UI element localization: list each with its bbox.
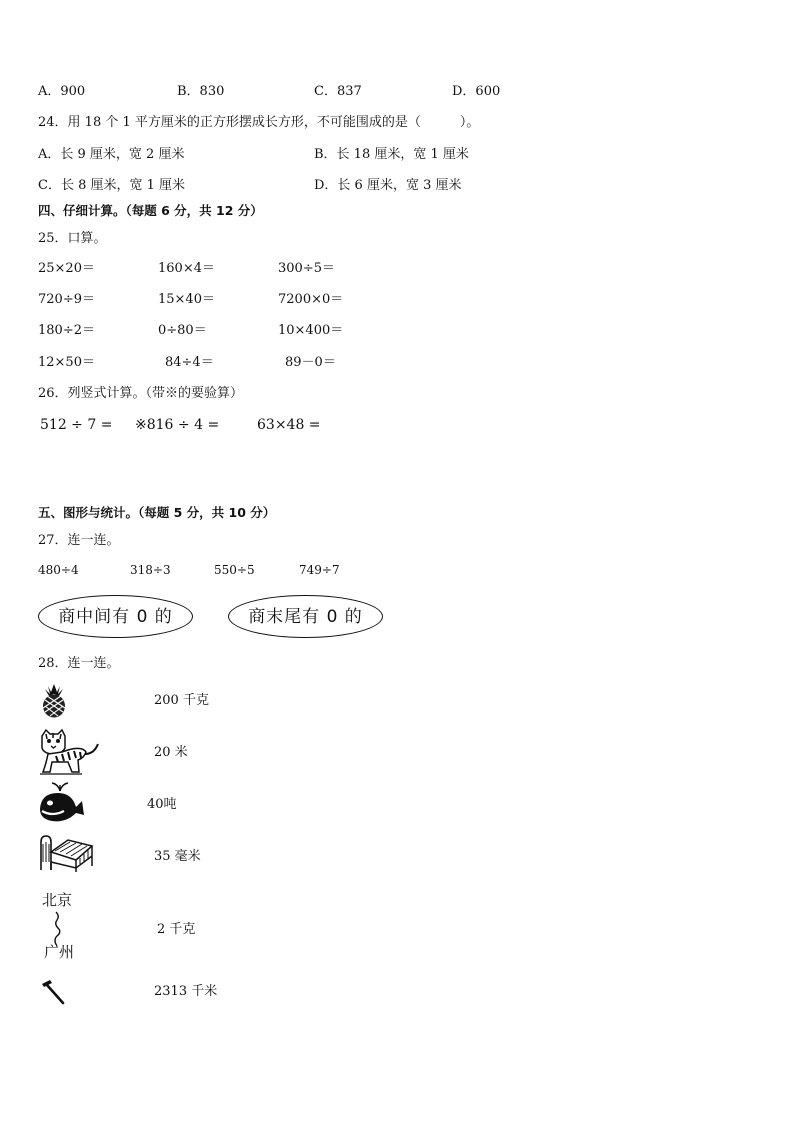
q24-option-a: A．长 9 厘米，宽 2 厘米: [38, 147, 185, 162]
q28-label: 20 米: [154, 745, 188, 760]
q25-item: 15×40＝: [158, 292, 215, 307]
q23-option-b: B．830: [177, 84, 225, 99]
q24-option-d: D．长 6 厘米，宽 3 厘米: [314, 178, 462, 193]
bed-icon: [38, 832, 94, 876]
oval-middle-zero: [38, 595, 193, 638]
q28-label: 40吨: [147, 797, 177, 812]
q25-item: 160×4＝: [158, 261, 215, 276]
q25-item: 25×20＝: [38, 261, 95, 276]
q27-title: 27．连一连。: [38, 533, 120, 548]
q24-option-b: B．长 18 厘米，宽 1 厘米: [314, 147, 469, 162]
q25-item: 720÷9＝: [38, 292, 95, 307]
q26-title: 26．列竖式计算。（带※的要验算）: [38, 386, 244, 401]
section-4-title: 四、仔细计算。（每题 6 分，共 12 分）: [38, 203, 263, 218]
q26-item: 512 ÷ 7 =: [40, 417, 113, 433]
whale-icon: [38, 781, 86, 825]
oval-label: 商中间有 0 的: [58, 607, 173, 627]
q25-item: 7200×0＝: [278, 292, 344, 307]
oval-label: 商末尾有 0 的: [248, 607, 363, 627]
q26-item: 63×48 =: [257, 417, 321, 433]
q25-title: 25．口算。: [38, 231, 107, 246]
oval-end-zero: [228, 595, 383, 638]
q28-label: 200 千克: [154, 693, 209, 708]
pineapple-icon: [38, 682, 70, 718]
q23-option-a: A．900: [38, 84, 86, 99]
q25-item: 84÷4＝: [165, 355, 214, 370]
q27-item: 749÷7: [299, 563, 340, 577]
q28-label: 35 毫米: [154, 849, 201, 864]
q25-item: 89－0＝: [285, 355, 336, 370]
q25-item: 12×50＝: [38, 355, 95, 370]
q23-option-c: C．837: [314, 84, 362, 99]
q25-item: 0÷80＝: [158, 323, 207, 338]
q25-item: 180÷2＝: [38, 323, 95, 338]
q23-option-d: D．600: [452, 84, 501, 99]
q28-label: 2313 千米: [154, 984, 218, 999]
q27-item: 480÷4: [38, 563, 79, 577]
section-5-title: 五、图形与统计。（每题 5 分，共 10 分）: [38, 505, 276, 520]
q27-item: 550÷5: [214, 563, 255, 577]
q28-title: 28．连一连。: [38, 656, 120, 671]
map-label-beijing: 北京: [42, 891, 73, 909]
nail-icon: [40, 978, 68, 1006]
tiger-icon: [38, 728, 100, 776]
q24-option-c: C．长 8 厘米，宽 1 厘米: [38, 178, 186, 193]
q28-label: 2 千克: [157, 922, 196, 937]
q25-item: 300÷5＝: [278, 261, 335, 276]
map-label-guangzhou: 广州: [44, 943, 75, 961]
q27-item: 318÷3: [130, 563, 171, 577]
q24-question: 24．用 18 个 1 平方厘米的正方形摆成长方形，不可能围成的是（ ）。: [38, 115, 480, 130]
q26-item: ※816 ÷ 4 =: [135, 417, 220, 433]
q25-item: 10×400＝: [278, 323, 344, 338]
